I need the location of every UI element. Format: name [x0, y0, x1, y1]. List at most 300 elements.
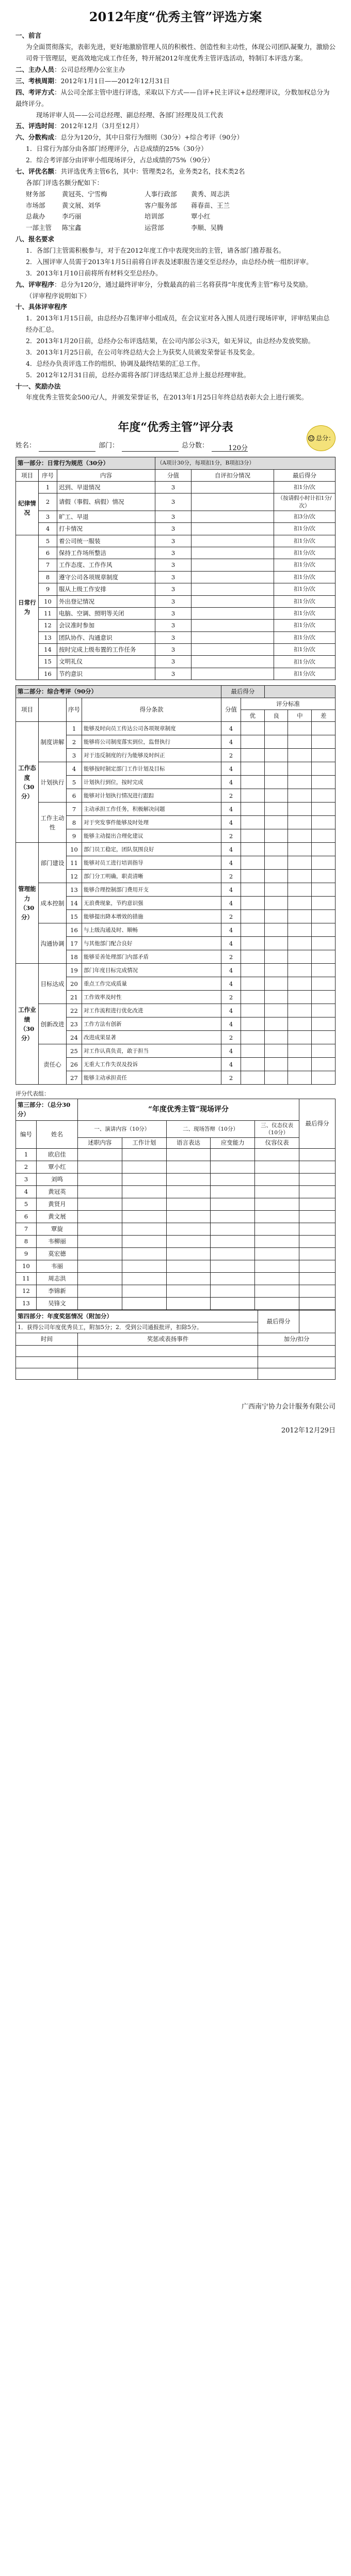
p3-score-cell[interactable] — [122, 1161, 166, 1173]
p2-rating-cell[interactable] — [312, 870, 336, 883]
p2-rating-cell[interactable] — [264, 870, 288, 883]
p1-score: 3 — [155, 620, 192, 631]
p2-score: 2 — [221, 991, 241, 1004]
p3-score-cell[interactable] — [122, 1185, 166, 1198]
p3-score-cell[interactable] — [255, 1285, 299, 1297]
p2-rating-cell[interactable] — [312, 735, 336, 749]
p2-score: 4 — [221, 897, 241, 910]
p2-rating-cell[interactable] — [264, 1058, 288, 1071]
p2-no: 22 — [67, 1004, 82, 1017]
p2-rating-cell[interactable] — [312, 883, 336, 897]
p2-rating-cell[interactable] — [312, 722, 336, 735]
p2-rating-cell[interactable] — [241, 856, 265, 870]
p3-score-cell[interactable] — [166, 1161, 211, 1173]
p3-score-cell[interactable] — [78, 1285, 122, 1297]
p2-score: 4 — [221, 856, 241, 870]
table-row — [16, 607, 336, 619]
p2-clause: 工作方法有创新 — [82, 1017, 221, 1031]
dept-label: 部门： — [99, 442, 119, 450]
p2-no: 12 — [67, 870, 82, 883]
p2-rating-cell[interactable] — [288, 816, 312, 829]
p2-rating-cell[interactable] — [288, 937, 312, 950]
total-value: 120分 — [212, 443, 248, 452]
part3-table — [15, 1099, 336, 1310]
p3-score-cell[interactable] — [211, 1185, 255, 1198]
p2-rating-cell[interactable] — [312, 977, 336, 991]
p2-rating-cell[interactable] — [264, 910, 288, 923]
p2-rating-cell[interactable] — [288, 1058, 312, 1071]
p2-rating-cell[interactable] — [288, 910, 312, 923]
p2-rating-cell[interactable] — [241, 937, 265, 950]
dept-field[interactable] — [122, 443, 179, 452]
p2-rating-cell[interactable] — [312, 856, 336, 870]
p3-score-cell[interactable] — [211, 1260, 255, 1272]
p2-item-name: 沟通协调 — [39, 923, 67, 964]
p3-score-cell[interactable] — [255, 1247, 299, 1260]
p1-final: 扣1分/次 — [274, 631, 336, 643]
p3-score-cell[interactable] — [211, 1247, 255, 1260]
p3-score-cell[interactable] — [211, 1198, 255, 1210]
p2-col-standard: 评分标准 — [241, 698, 336, 709]
p2-clause: 能够将公司制度落实到位，监督执行 — [82, 735, 221, 749]
p2-rating-cell[interactable] — [312, 937, 336, 950]
p1-self-deduct[interactable] — [192, 482, 274, 493]
p1-self-deduct[interactable] — [192, 523, 274, 535]
s8-head: 八、报名要求 — [15, 235, 55, 243]
p1-self-deduct[interactable] — [192, 668, 274, 680]
p3-score-cell[interactable] — [299, 1260, 336, 1272]
p3-score-cell[interactable] — [166, 1210, 211, 1223]
s11-body: 年度优秀主管奖金500元/人，并颁发荣誉证书，在2013年1月25日年终总结表彰大会上进行颁奖。 — [26, 393, 308, 402]
name-field[interactable] — [39, 443, 95, 452]
p2-rating-cell[interactable] — [241, 950, 265, 964]
p2-rating-cell[interactable] — [264, 1031, 288, 1044]
p4-cell[interactable] — [16, 1368, 78, 1379]
table-row — [16, 595, 336, 607]
p3-no: 11 — [16, 1272, 37, 1285]
p2-no: 20 — [67, 977, 82, 991]
p2-rating-cell[interactable] — [264, 762, 288, 776]
p3-col-a2: 工作计划 — [122, 1138, 166, 1149]
p2-score: 2 — [221, 950, 241, 964]
info-line — [15, 433, 336, 453]
table-row — [16, 1148, 336, 1161]
p3-score-cell[interactable] — [78, 1260, 122, 1272]
p2-rating-cell[interactable] — [264, 789, 288, 803]
p2-rating-cell[interactable] — [264, 977, 288, 991]
p3-score-cell[interactable] — [78, 1198, 122, 1210]
p4-cell[interactable] — [78, 1345, 258, 1356]
p3-score-cell[interactable] — [299, 1297, 336, 1309]
p1-self-deduct[interactable] — [192, 511, 274, 522]
p3-score-cell[interactable] — [122, 1297, 166, 1309]
p2-rating-cell[interactable] — [312, 923, 336, 937]
p1-content: 打卡情况 — [57, 523, 155, 535]
list-item: 2．2013年1月20日前，总经办公布评选结果，在公司内部公示3天，如无异议，由总经办发放奖励。 — [26, 337, 315, 345]
p2-rating-cell[interactable] — [241, 776, 265, 789]
p3-score-cell[interactable] — [166, 1235, 211, 1247]
p3-score-cell[interactable] — [255, 1235, 299, 1247]
p2-rating-cell[interactable] — [241, 897, 265, 910]
p3-score-cell[interactable] — [166, 1260, 211, 1272]
p2-rating-cell[interactable] — [264, 1071, 288, 1085]
p3-score-cell[interactable] — [78, 1161, 122, 1173]
p2-rating-cell[interactable] — [241, 762, 265, 776]
part1-table — [15, 457, 336, 680]
table-row — [16, 762, 336, 776]
p2-rating-cell[interactable] — [241, 789, 265, 803]
p2-rating-cell[interactable] — [241, 977, 265, 991]
p3-score-cell[interactable] — [299, 1161, 336, 1173]
p3-score-cell[interactable] — [122, 1235, 166, 1247]
p2-rating-cell[interactable] — [241, 816, 265, 829]
p3-name: 李锦新 — [37, 1285, 78, 1297]
footer-date: 2012年12月29日 — [281, 1426, 336, 1434]
p3-score-cell[interactable] — [166, 1247, 211, 1260]
p3-score-cell[interactable] — [78, 1235, 122, 1247]
p3-score-cell[interactable] — [166, 1223, 211, 1235]
p2-rating-cell[interactable] — [288, 1017, 312, 1031]
p2-rating-cell[interactable] — [288, 789, 312, 803]
p3-score-cell[interactable] — [299, 1272, 336, 1285]
p2-rating-cell[interactable] — [241, 1017, 265, 1031]
p3-score-cell[interactable] — [299, 1148, 336, 1161]
p3-score-cell[interactable] — [211, 1297, 255, 1309]
p2-rating-cell[interactable] — [312, 843, 336, 856]
p1-col: 自评扣分情况 — [192, 469, 274, 481]
p1-final: 扣1分/次 — [274, 535, 336, 547]
p3-score-cell[interactable] — [299, 1247, 336, 1260]
p2-rating-cell[interactable] — [288, 1044, 312, 1058]
p1-self-deduct[interactable] — [192, 656, 274, 668]
p1-final: 扣1分/次 — [274, 668, 336, 680]
p3-score-cell[interactable] — [255, 1161, 299, 1173]
p3-score-cell[interactable] — [299, 1185, 336, 1198]
p3-score-cell[interactable] — [255, 1148, 299, 1161]
p2-rating-cell[interactable] — [264, 883, 288, 897]
p2-clause: 能够对计划执行情况进行跟踪 — [82, 789, 221, 803]
p2-rating-cell[interactable] — [264, 722, 288, 735]
p1-no: 10 — [39, 595, 57, 607]
p2-rating-cell[interactable] — [288, 829, 312, 843]
p3-score-cell[interactable] — [255, 1272, 299, 1285]
p3-score-cell[interactable] — [122, 1285, 166, 1297]
p2-rating-cell[interactable] — [288, 803, 312, 816]
p2-rating-cell[interactable] — [264, 803, 288, 816]
p2-rating-cell[interactable] — [312, 1071, 336, 1085]
p1-self-deduct[interactable] — [192, 595, 274, 607]
p3-score-cell[interactable] — [166, 1148, 211, 1161]
quota-row — [26, 222, 336, 234]
p2-rating-cell[interactable] — [312, 964, 336, 977]
p1-no: 6 — [39, 547, 57, 559]
table-row — [16, 1223, 336, 1235]
p2-rating-cell[interactable] — [241, 1044, 265, 1058]
p4-cell[interactable] — [258, 1368, 336, 1379]
part4-header: 第四部分：年度奖惩情况（附加分） — [16, 1310, 258, 1322]
p2-rating-cell[interactable] — [264, 1017, 288, 1031]
p2-score: 4 — [221, 843, 241, 856]
p2-rating-cell[interactable] — [288, 762, 312, 776]
p2-rating-cell[interactable] — [288, 1071, 312, 1085]
p2-clause: 能够主动承担责任 — [82, 1071, 221, 1085]
p2-rating-cell[interactable] — [241, 991, 265, 1004]
p2-rating-cell[interactable] — [241, 1031, 265, 1044]
p2-rating-cell[interactable] — [288, 1004, 312, 1017]
part2-final-value[interactable] — [264, 686, 335, 698]
p2-item-name: 责任心 — [39, 1044, 67, 1085]
p2-rating-cell[interactable] — [312, 803, 336, 816]
p2-rating-cell[interactable] — [312, 1044, 336, 1058]
p3-score-cell[interactable] — [166, 1272, 211, 1285]
p2-subcol: 良 — [264, 710, 288, 722]
p2-rating-cell[interactable] — [241, 910, 265, 923]
s4-head: 四、考评方式 — [15, 88, 55, 96]
p2-rating-cell[interactable] — [264, 950, 288, 964]
p2-rating-cell[interactable] — [241, 1004, 265, 1017]
p4-cell[interactable] — [78, 1356, 258, 1368]
p1-score: 3 — [155, 535, 192, 547]
p2-rating-cell[interactable] — [312, 1004, 336, 1017]
p2-rating-cell[interactable] — [241, 843, 265, 856]
p1-self-deduct[interactable] — [192, 535, 274, 547]
p3-score-cell[interactable] — [166, 1198, 211, 1210]
p2-rating-cell[interactable] — [288, 897, 312, 910]
p2-rating-cell[interactable] — [312, 816, 336, 829]
p2-score: 4 — [221, 735, 241, 749]
p3-score-cell[interactable] — [78, 1297, 122, 1309]
p3-score-cell[interactable] — [122, 1272, 166, 1285]
p2-rating-cell[interactable] — [241, 749, 265, 762]
p3-score-cell[interactable] — [78, 1210, 122, 1223]
p2-no: 23 — [67, 1017, 82, 1031]
p2-score: 4 — [221, 722, 241, 735]
p3-score-cell[interactable] — [166, 1297, 211, 1309]
p2-rating-cell[interactable] — [312, 910, 336, 923]
part4-final-value[interactable] — [299, 1310, 336, 1333]
p1-self-deduct[interactable] — [192, 493, 274, 511]
p1-self-deduct[interactable] — [192, 583, 274, 595]
p3-score-cell[interactable] — [255, 1173, 299, 1185]
p2-rating-cell[interactable] — [288, 856, 312, 870]
s6-sub1: 1．日常行为部分由各部门经理评分，占总成绩的25%（30分） — [26, 145, 208, 153]
p2-rating-cell[interactable] — [288, 923, 312, 937]
p2-rating-cell[interactable] — [264, 1004, 288, 1017]
p4-cell[interactable] — [258, 1356, 336, 1368]
p3-score-cell[interactable] — [78, 1247, 122, 1260]
p1-group-name: 纪律情况 — [16, 482, 39, 535]
smiley-stamp — [307, 425, 336, 451]
p3-score-cell[interactable] — [122, 1173, 166, 1185]
p2-rating-cell[interactable] — [288, 722, 312, 735]
p2-no: 3 — [67, 749, 82, 762]
p3-col-b2: 应变能力 — [211, 1138, 255, 1149]
p2-no: 14 — [67, 897, 82, 910]
p3-score-cell[interactable] — [78, 1272, 122, 1285]
s1-body: 为全面贯彻落实，表彰先进，更好地激励管理人员的积极性、创造性和主动性，体现公司团队凝聚力，激励公司骨干管理层，更高效地完成工作任务，特开展2012年度优秀主管评选活动，特制订本评选方案。 — [26, 43, 336, 63]
p2-rating-cell[interactable] — [288, 776, 312, 789]
p4-col-points: 加分/扣分 — [258, 1333, 336, 1345]
p2-rating-cell[interactable] — [264, 735, 288, 749]
part3-header: 第三部分：（总分30分） — [16, 1099, 78, 1120]
p2-item-name: 创新改进 — [39, 1004, 67, 1044]
p3-score-cell[interactable] — [211, 1235, 255, 1247]
p2-rating-cell[interactable] — [264, 964, 288, 977]
smiley-face-icon: ☺ — [307, 433, 315, 443]
p3-score-cell[interactable] — [299, 1235, 336, 1247]
p2-rating-cell[interactable] — [312, 897, 336, 910]
p2-rating-cell[interactable] — [264, 749, 288, 762]
p2-rating-cell[interactable] — [288, 870, 312, 883]
p3-score-cell[interactable] — [211, 1285, 255, 1297]
p2-rating-cell[interactable] — [288, 977, 312, 991]
p3-score-cell[interactable] — [299, 1210, 336, 1223]
p3-score-cell[interactable] — [78, 1173, 122, 1185]
p3-no: 2 — [16, 1161, 37, 1173]
p2-rating-cell[interactable] — [312, 789, 336, 803]
p3-score-c: 三、仪态仪表（10分） — [255, 1120, 299, 1137]
p3-score-cell[interactable] — [122, 1210, 166, 1223]
p2-rating-cell[interactable] — [264, 776, 288, 789]
p2-rating-cell[interactable] — [288, 735, 312, 749]
p3-score-cell[interactable] — [255, 1198, 299, 1210]
p2-rating-cell[interactable] — [312, 1031, 336, 1044]
p3-score-cell[interactable] — [255, 1223, 299, 1235]
p2-rating-cell[interactable] — [264, 991, 288, 1004]
quota-cell: 运营部 — [145, 224, 164, 232]
p3-score-cell[interactable] — [166, 1173, 211, 1185]
p2-rating-cell[interactable] — [312, 1017, 336, 1031]
p3-score-cell[interactable] — [255, 1210, 299, 1223]
part3-final-label: 最后得分 — [299, 1099, 336, 1148]
p2-subcol: 中 — [288, 710, 312, 722]
p1-self-deduct[interactable] — [192, 607, 274, 619]
p2-rating-cell[interactable] — [264, 856, 288, 870]
p2-rating-cell[interactable] — [264, 829, 288, 843]
p2-rating-cell[interactable] — [312, 950, 336, 964]
p3-col-b1: 语言表达 — [166, 1138, 211, 1149]
p1-self-deduct[interactable] — [192, 631, 274, 643]
p2-rating-cell[interactable] — [241, 803, 265, 816]
p2-rating-cell[interactable] — [312, 749, 336, 762]
p1-self-deduct[interactable] — [192, 547, 274, 559]
quota-cell: 财务部 — [26, 190, 45, 198]
p3-score-cell[interactable] — [122, 1148, 166, 1161]
p2-rating-cell[interactable] — [264, 843, 288, 856]
p2-rating-cell[interactable] — [288, 1031, 312, 1044]
p3-score-cell[interactable] — [78, 1148, 122, 1161]
p2-rating-cell[interactable] — [312, 991, 336, 1004]
p3-score-cell[interactable] — [255, 1297, 299, 1309]
p2-rating-cell[interactable] — [312, 1058, 336, 1071]
p2-clause: 对工作流程进行优化改进 — [82, 1004, 221, 1017]
p2-rating-cell[interactable] — [241, 722, 265, 735]
p2-rating-cell[interactable] — [241, 1071, 265, 1085]
p3-score-cell[interactable] — [299, 1285, 336, 1297]
p2-rating-cell[interactable] — [241, 829, 265, 843]
p2-rating-cell[interactable] — [264, 816, 288, 829]
table-row — [16, 656, 336, 668]
quota-cell: 蒋春苗、王兰 — [191, 201, 230, 209]
p1-content: 会议准时参加 — [57, 620, 155, 631]
p2-rating-cell[interactable] — [241, 735, 265, 749]
p3-score-cell[interactable] — [299, 1173, 336, 1185]
p2-rating-cell[interactable] — [312, 776, 336, 789]
p1-col: 分值 — [155, 469, 192, 481]
p2-clause: 改进成果显著 — [82, 1031, 221, 1044]
p3-score-cell[interactable] — [122, 1247, 166, 1260]
p4-cell[interactable] — [16, 1345, 78, 1356]
p3-score-cell[interactable] — [166, 1285, 211, 1297]
p3-score-cell[interactable] — [122, 1198, 166, 1210]
p2-rating-cell[interactable] — [241, 1058, 265, 1071]
p1-content: 服从上级工作安排 — [57, 583, 155, 595]
p2-rating-cell[interactable] — [241, 923, 265, 937]
p3-no: 7 — [16, 1223, 37, 1235]
p3-no: 1 — [16, 1148, 37, 1161]
p3-score-cell[interactable] — [78, 1223, 122, 1235]
s9-body: 总分为120分，通过最终评审分，分数最高的前三名将获得“年度优秀主管”称号及奖励。 — [60, 280, 312, 288]
p2-rating-cell[interactable] — [241, 964, 265, 977]
p2-score: 4 — [221, 923, 241, 937]
p3-score-cell[interactable] — [299, 1223, 336, 1235]
p3-score-cell[interactable] — [211, 1173, 255, 1185]
table-row — [16, 1185, 336, 1198]
p2-rating-cell[interactable] — [288, 883, 312, 897]
p4-cell[interactable] — [78, 1368, 258, 1379]
p2-rating-cell[interactable] — [264, 923, 288, 937]
p2-rating-cell[interactable] — [241, 870, 265, 883]
p3-score-cell[interactable] — [255, 1260, 299, 1272]
p1-self-deduct[interactable] — [192, 620, 274, 631]
p2-rating-cell[interactable] — [312, 829, 336, 843]
quota-cell: 李顺、吴腾 — [191, 224, 224, 232]
table-row — [16, 1260, 336, 1272]
p2-rating-cell[interactable] — [288, 749, 312, 762]
p3-score-cell[interactable] — [255, 1185, 299, 1198]
p3-score-cell[interactable] — [211, 1272, 255, 1285]
p1-self-deduct[interactable] — [192, 644, 274, 656]
p3-score-cell[interactable] — [122, 1223, 166, 1235]
p2-rating-cell[interactable] — [241, 883, 265, 897]
p4-cell[interactable] — [258, 1345, 336, 1356]
table-row — [16, 668, 336, 680]
p2-rating-cell[interactable] — [288, 964, 312, 977]
p2-rating-cell[interactable] — [264, 1044, 288, 1058]
p3-score-cell[interactable] — [211, 1148, 255, 1161]
p1-self-deduct[interactable] — [192, 571, 274, 583]
p2-rating-cell[interactable] — [312, 762, 336, 776]
p2-item-name: 部门建设 — [39, 843, 67, 883]
p3-score-cell[interactable] — [166, 1185, 211, 1198]
p3-score-cell[interactable] — [211, 1223, 255, 1235]
p3-score-cell[interactable] — [299, 1198, 336, 1210]
p3-score-cell[interactable] — [211, 1210, 255, 1223]
p1-self-deduct[interactable] — [192, 559, 274, 571]
p3-name: 刘鸣 — [37, 1173, 78, 1185]
p2-rating-cell[interactable] — [288, 843, 312, 856]
p2-rating-cell[interactable] — [288, 991, 312, 1004]
p3-score-cell[interactable] — [122, 1260, 166, 1272]
part2-body — [16, 722, 336, 1085]
p3-score-cell[interactable] — [211, 1161, 255, 1173]
p2-rating-cell[interactable] — [264, 937, 288, 950]
p3-score-cell[interactable] — [78, 1185, 122, 1198]
p1-no: 4 — [39, 523, 57, 535]
p2-rating-cell[interactable] — [288, 950, 312, 964]
p2-rating-cell[interactable] — [264, 897, 288, 910]
p4-cell[interactable] — [16, 1356, 78, 1368]
